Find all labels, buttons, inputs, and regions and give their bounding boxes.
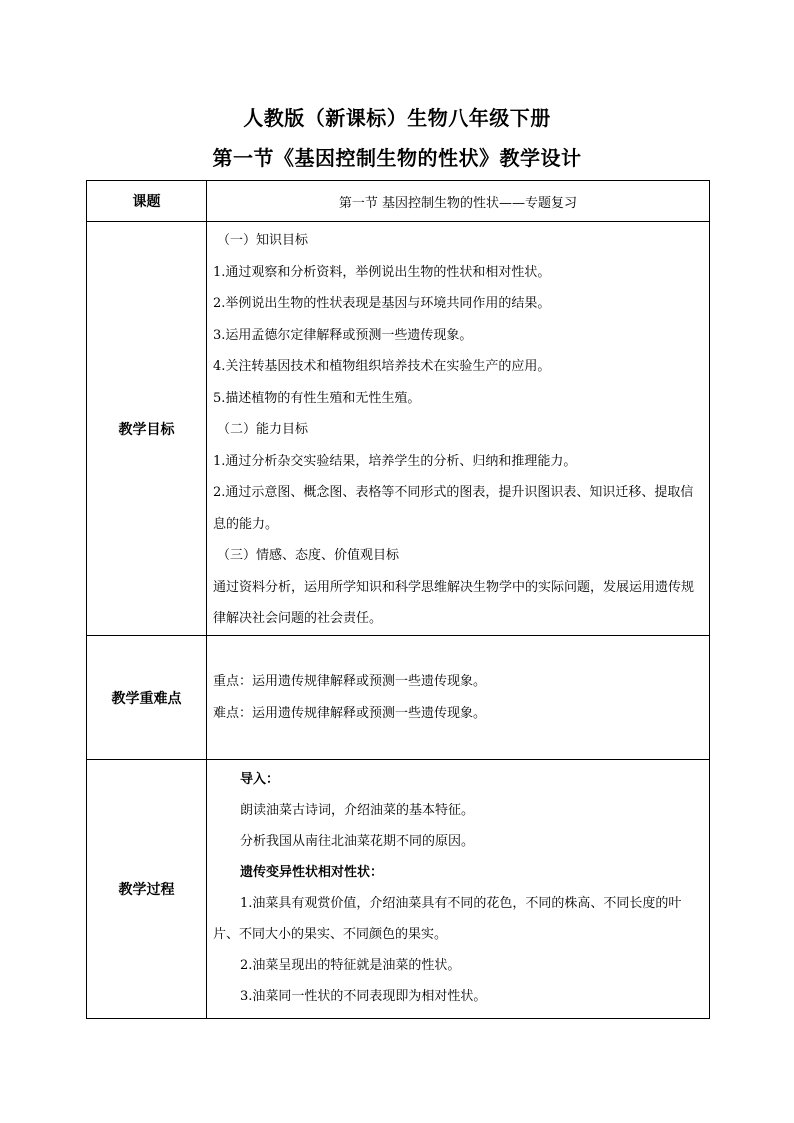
lesson-title: 第一节《基因控制生物的性状》教学设计	[212, 146, 582, 170]
document-title: 人教版（新课标）生物八年级下册	[243, 106, 551, 130]
knowledge-item: 5.描述植物的有性生殖和无性生殖。	[213, 390, 421, 406]
knowledge-item: 2.举例说出生物的性状表现是基因与环境共同作用的结果。	[213, 296, 551, 311]
knowledge-heading: （一）知识目标	[217, 233, 309, 248]
ability-heading: （二）能力目标	[217, 422, 309, 437]
ability-item: 1.通过分析杂交实验结果，培养学生的分析、归纳和推理能力。	[213, 453, 577, 469]
intro-item: 朗读油菜古诗词，介绍油菜的基本特征。	[240, 803, 475, 818]
key-point: 重点：运用遗传规律解释或预测一些遗传现象。	[213, 673, 487, 689]
section-item: 3.油菜同一性状的不同表现即为相对性状。	[240, 989, 487, 1004]
keys-label: 教学重难点	[87, 636, 207, 760]
keys-content	[207, 636, 710, 760]
table-row-objectives	[87, 222, 710, 636]
emotion-text: 通过资料分析，运用所学知识和科学思维解决生物学中的实际问题，发展运用遗传规律解决社会问题的社会责任。	[213, 579, 695, 626]
lesson-plan-table	[86, 180, 710, 1019]
intro-heading: 导入：	[240, 772, 280, 787]
intro-item: 分析我国从南往北油菜花期不同的原因。	[240, 834, 475, 849]
emotion-heading: （三）情感、态度、价值观目标	[217, 548, 400, 563]
topic-label: 课题	[87, 181, 207, 222]
knowledge-item: 1.通过观察和分析资料，举例说出生物的性状和相对性状。	[213, 264, 551, 280]
ability-item: 2.通过示意图、概念图、表格等不同形式的图表，提升识图识表、知识迁移、提取信息的能力。	[213, 485, 694, 532]
section-heading: 遗传变异性状相对性状：	[240, 865, 384, 880]
section-item: 2.油菜呈现出的特征就是油菜的性状。	[240, 958, 461, 973]
table-row-process	[87, 760, 710, 1019]
table-row-keys	[87, 636, 710, 760]
objectives-content	[207, 222, 710, 636]
process-content	[207, 760, 710, 1019]
knowledge-item: 3.运用孟德尔定律解释或预测一些遗传现象。	[213, 327, 473, 343]
knowledge-item: 4.关注转基因技术和植物组织培养技术在实验生产的应用。	[213, 359, 551, 374]
table-row-topic	[87, 181, 710, 222]
process-label: 教学过程	[87, 760, 207, 1019]
difficulty-point: 难点：运用遗传规律解释或预测一些遗传现象。	[213, 705, 487, 721]
objectives-label: 教学目标	[87, 222, 207, 636]
topic-value: 第一节 基因控制生物的性状——专题复习	[207, 181, 710, 222]
section-item: 1.油菜具有观赏价值，介绍油菜具有不同的花色，不同的株高、不同长度的叶片、不同大小的果实、不同颜色的果实。	[213, 896, 682, 942]
